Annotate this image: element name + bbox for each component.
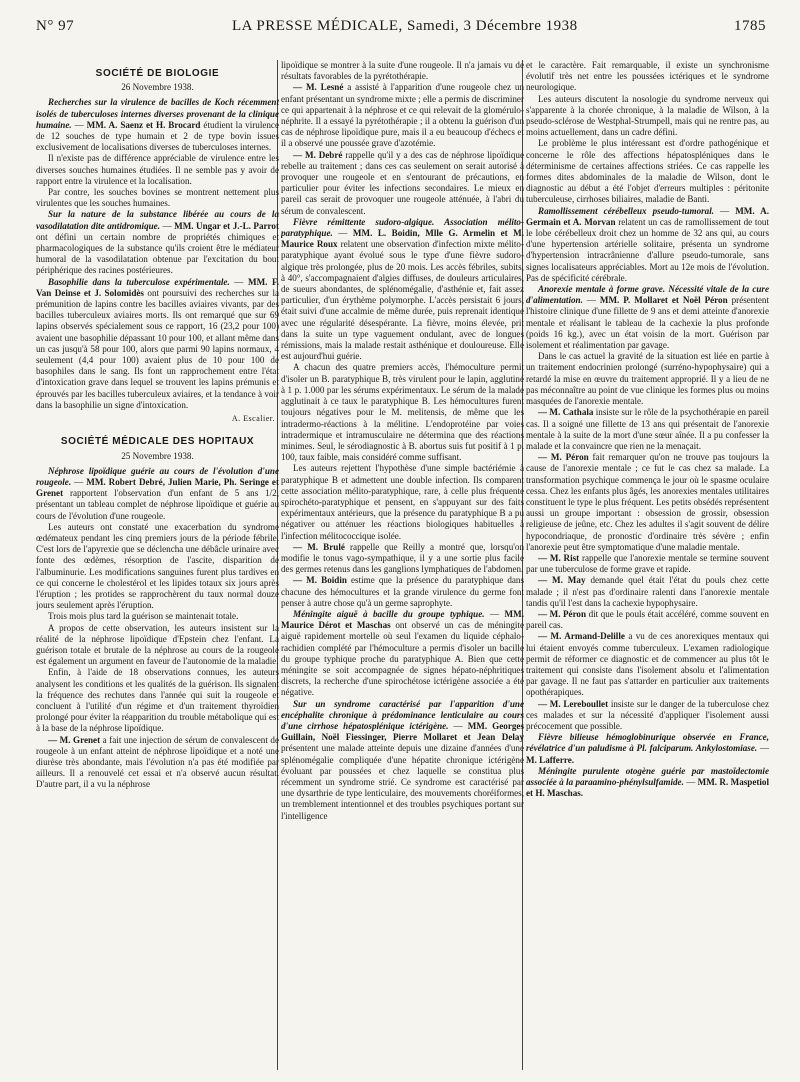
discussion-text: fait remarquer qu'on ne trouve pas toujours la cause de l'anorexie mentale ; ce fut le cas chez sa malade. La transformation psychique commença le jour où le spasme oculaire cessa. Chez les enfants plus âgés, les anorexies mentales utilitaires constituent le type le plus fréquent. Les petits obsédés représentent aussi un groupe important : obsession de grossir, obsession religieuse de jeûne, etc. Chez les adultes il s'agit souvent de délire hypocondriaque, de pronostic d'ordinaire très sévère ; enfin l'anorexie peut être symptomatique d'une maladie mentale.	[526, 452, 769, 552]
discussion	[281, 150, 524, 217]
article-authors: MM. Georges Guillain, Noël Fiessinger, Pierre Mollaret et Jean Delay	[281, 720, 524, 743]
article: Néphrose lipoïdique guérie au cours de l'évolution d'une rougeole. — MM. Robert Debré, Julien Marie, Ph. Seringe et Grenet rapportent l'observation d'un enfant de 5 ans 1/2, présentant un tableau complet de néphrose lipoïdique et guérie au cours de l'évolution d'une rougeole.	[36, 465, 279, 521]
discussion-text: a fait une injection de sérum de convalescent de rougeole à un enfant atteint de néphrose lipoïdique et a noté une diurèse très abondante, mais l'évolution n'a pas été modifiée par ailleurs. Il a renouvelé cet essai et n'a observé aucun résultat. D'autre part, il a vu la néphrose	[36, 734, 279, 790]
paragraph: A chacun des quatre premiers accès, l'hémoculture permit d'isoler un B. paratyphique B, très virulent pour le lapin, agglutiné à 1 p. 1.000 par les sérums expérimentaux. Le sérum de la malade agglutinait à ce taux le paratyphique B. Les hémocultures furent toujours négatives pour le M. melitensis, de même que les intradermo-réactions à la mélitine. L'endoprotéine par voies intradermique et intramusculaire ne détermina que des réactions minimes. Seul, le sérodiagnostic à B. abortus suis fut positif à 1 p. 100, taux faible, mais considéré comme suffisant.	[281, 362, 524, 463]
discussion	[526, 553, 769, 575]
section-date: 26 Novembre 1938.	[121, 82, 194, 93]
discussion	[526, 631, 769, 698]
discussion	[526, 452, 769, 553]
article-authors: MM. P. Mollaret et Noël Péron	[599, 295, 728, 306]
discussion-text: rappelle qu'il y a des cas de néphrose lipoïdique rebelle au traitement ; dans ces cas seulement on serait autorisé à provoquer une rougeole et en s'entourant de précautions, en particulier pour éviter les infections secondaires. Le mieux en pareil cas serait de provoquer une rougeole atténuée, à l'abri du sérum de convalescent.	[281, 149, 524, 216]
paragraph: et le caractère. Fait remarquable, il existe un synchronisme évolutif très net entre les poussées ictériques et le syndrome neurologique.	[526, 60, 769, 93]
article: Sur un syndrome caractérisé par l'apparition d'une encéphalite chronique à prédominance lenticulaire au cours d'une cirrhose hépatosplénique ictérigène. — MM. Georges Guillain, Noël Fiessinger, Pierre Mollaret et Jean Delay présentent une malade atteinte depuis une dizaine d'années d'une splénomégalie compliquée d'une hépatite chronique ictérigène évoluant par poussées et chez laquelle se constitua plus récemment un syndrome strié. Ce syndrome est caractérisé par une dysarthrie de type lenticulaire, des mouvements choréiformes, un tremblement intentionnel et des troubles psychiques portant sur l'intelligence	[281, 698, 524, 821]
article-title: Méningite purulente otogène guérie par mastoïdectomie associée à la paraamino-phénylsulfamide.	[526, 765, 769, 787]
speaker: — M. Cathala	[538, 407, 594, 418]
paragraph: Les auteurs ont constaté une exacerbation du syndrome œdémateux pendant les cinq premiers jours de la période fébrile. C'est lors de l'apyrexie que se déclencha une débâcle urinaire avec fonte des œdèmes, résorption de l'ascite, disparition de l'albuminurie. Les modifications sanguines furent plus tardives en ce qui concerne le cholestérol et les lipides totaux six jours après l'éruption ; les protides se rapprochèrent du taux normal douze jours seulement après l'éruption.	[36, 521, 279, 611]
article-text: rapportent l'observation d'un enfant de 5 ans 1/2, présentant un tableau complet de néphrose lipoïdique et guérie au cours de l'évolution d'une rougeole.	[36, 488, 279, 521]
article-authors: MM. A. Saenz et H. Brocard	[86, 119, 201, 130]
speaker: — M. May	[538, 575, 586, 586]
article-authors: MM. R. Maspetiol et H. Maschas.	[526, 777, 769, 799]
discussion	[526, 609, 769, 631]
article: Méningite aiguë à bacille du groupe typhique. — MM. Maurice Dérot et Maschas ont observé un cas de méningite aiguë rapidement mortelle où seul l'examen du liquide céphalo-rachidien complété par l'hémoculture a permis d'isoler un bacille du groupe typhique proche du paratyphique A. Bien que cette méningite se soit accompagnée de signes hépato-néphritiques discrets, la recherche d'une spirochétose ictérigène associée a été négative.	[281, 608, 524, 698]
article-title: Anorexie mentale à forme grave. Nécessité vitale de la cure d'alimentation.	[526, 284, 769, 306]
article-title: Ramollissement cérébelleux pseudo-tumoral.	[538, 205, 715, 216]
discussion-text: demande quel était l'état du pouls chez cette malade ; il n'est pas d'ordinaire ralenti dans l'anorexie mentale tandis qu'il l'est dans la cachexie hypophysaire.	[526, 575, 769, 608]
speaker: — M. Debré	[293, 149, 343, 160]
discussion	[526, 407, 769, 452]
column-middle	[281, 60, 524, 1070]
speaker: — M. Armand-Delille	[538, 631, 625, 642]
discussion-text: insiste sur le danger de la tuberculose chez ces malades et sur la nécessité d'appliquer l'isolement aussi précocement que possible.	[526, 698, 769, 731]
article-authors: MM. L. Boidin, Mlle G. Armelin et M. Maurice Roux	[281, 228, 524, 250]
paragraph: Les auteurs rejettent l'hypothèse d'une simple bactériémie à paratyphique B et admettent une double infection. Ils comparent cette association mélito-paratyphique, rare, à celle plus fréquente spirochéto-paratyphique et pensent, en s'appuyant sur des faits expérimentaux antérieurs, que la présence du paratyphique B a pu négativer ou atténuer les réactions biologiques habituelles à l'infection mélitococcique isolée.	[281, 463, 524, 541]
paragraph: Le problème le plus intéressant est d'ordre pathogénique et concerne le rôle des affections hépatospléniques dans le déterminisme de certaines affections striées. Ce cas rappelle les formes dites abdominales de la maladie de Wilson, dont le diagnostic au début a été l'objet d'erreurs multiples : péritonite tuberculeuse, cirrhoses biliaires, maladie de Banti.	[526, 138, 769, 205]
paragraph: Par contre, les souches bovines se montrent nettement plus virulentes que les souches humaines.	[36, 187, 279, 209]
speaker: — M. Péron	[538, 452, 589, 463]
article: Méningite purulente otogène guérie par mastoïdectomie associée à la paraamino-phénylsulfamide. — MM. R. Maspetiol et H. Maschas.	[526, 765, 769, 799]
speaker: — M. Lereboullet	[538, 698, 609, 709]
article-text: relatent une observation d'infection mixte mélito-paratyphique ayant évolué sous le type d'une fièvre sudoro-algique très prolongée, plus de 20 mois. Les accès fébriles, subits, à 40°, s'accompagnaient d'algies diffuses, de douleurs articulaires, de sueurs abondantes, de splénomégalie, d'asthénie et, fait assez particulier, d'un érythème polymorphe. L'accès persistait 6 jours, était suivi d'une accalmie de même durée, puis reprenait identique avec une régularité désespérante. La fièvre, moins élevée, prit dans la suite un type vaguement ondulant, avec de longues rémissions, mais la malade restait asthénique et douloureuse. Elle est aujourd'hui guérie.	[281, 239, 524, 362]
section-date: 25 Novembre 1938.	[121, 450, 194, 461]
article-authors: MM. Maurice Dérot et Maschas	[281, 608, 524, 631]
article-title: Recherches sur la virulence de bacilles de Koch récemment isolés de tuberculoses internes diverses provenant de la clinique humaine.	[36, 97, 279, 130]
speaker: — M. Rist	[538, 552, 580, 563]
article-title: Sur la nature de la substance libérée au cours de la vasodilatation dite antidromique.	[36, 209, 279, 231]
article-text: ont observé un cas de méningite aiguë rapidement mortelle où seul l'examen du liquide céphalo-rachidien complété par l'hémoculture a permis d'isoler un bacille du groupe typhique proche du paratyphique A. Bien que cette méningite se soit accompagnée de signes hépato-néphritiques discrets, la recherche d'une spirochétose ictérigène associée a été négative.	[281, 620, 524, 698]
discussion-text: rappelle que Reilly a montré que, lorsqu'on modifie le tonus vago-sympathique, il y a une sortie plus facile des germes retenus dans les ganglions lymphatiques de l'abdomen.	[281, 541, 524, 575]
paragraph: lipoïdique se montrer à la suite d'une rougeole. Il n'a jamais vu de résultats favorables de la pyrétothérapie.	[281, 60, 524, 82]
article-title: Fièvre bilieuse hémoglobinurique observée en France, révélatrice d'un paludisme à Pl. falciparum. Ankylostomiase.	[526, 732, 769, 754]
article-authors: MM. A. Germain et A. Morvan	[526, 205, 769, 227]
article-authors: M. Lafferre.	[526, 754, 575, 765]
article-text: ont défini un certain nombre de propriétés chimiques et pharmacologiques de la substance qu'ils croient être le médiateur humoral de la vasodilatation obtenue par l'excitation du bout périphérique des racines postérieures.	[36, 231, 279, 276]
section-title: SOCIÉTÉ MÉDICALE DES HOPITAUX	[60, 436, 255, 448]
discussion	[36, 735, 279, 791]
article: Fièvre bilieuse hémoglobinurique observée en France, révélatrice d'un paludisme à Pl. falciparum. Ankylostomiase. — M. Lafferre.	[526, 732, 769, 765]
article-authors: MM. F. Van Deinse et J. Solomidès	[36, 276, 279, 298]
speaker: — M. Boidin	[293, 575, 347, 586]
article-title: Sur un syndrome caractérisé par l'apparition d'une encéphalite chronique à prédominance lenticulaire au cours d'une cirrhose hépatosplénique ictérigène.	[281, 698, 524, 731]
paragraph: Il n'existe pas de différence appréciable de virulence entre les diverses souches humaines étudiées. Il ne semble pas y avoir de rapport entre la virulence et la localisation.	[36, 153, 279, 186]
paragraph: A propos de cette observation, les auteurs insistent sur la réalité de la néphrose lipoïdique d'Epstein chez l'enfant. La guérison totale et brutale de la néphrose au cours de la rougeole est également un argument en faveur de l'autonomie de la maladie.	[36, 622, 279, 667]
article-title: Basophilie dans la tuberculose expérimentale.	[48, 276, 230, 287]
article-text: ont poursuivi des recherches sur la prémunition de lapins contre les bacilles aviaires vivants, par des bacilles tuberculeux aviaires morts. Ils ont remarqué que sur 69 lapins observés spécialement sous ce rapport, 16 (23,2 pour 100) avaient une basophilie dépassant 10 pour 100, et allant même dans un cas jusqu'à 58 pour 100, alors que parmi 90 lapins normaux, 4 seulement (4,4 pour 100) avaient plus de 10 pour 100 de basophiles dans le sang. Ils font un rapprochement entre l'état d'intoxication grave dans lequel se trouvent les lapins prémunis et éprouvés par les bacilles tuberculeux aviaires, et la tendance à voir dans la basophilie un signe d'intoxication.	[36, 287, 279, 410]
speaker: — M. Lesné	[293, 82, 344, 93]
discussion-text: a vu de ces anorexiques mentaux qui lui étaient envoyés comme tuberculeux. L'examen radiologique permit de réformer ce diagnostic et de commencer au plus tôt le traitement qui consiste dans l'isolement absolu et l'alimentation par gavage. Il ne faut pas s'attarder en particulier aux traitements opothérapiques.	[526, 631, 769, 698]
paragraph: Dans le cas actuel la gravité de la situation est liée en partie à un traitement endocrinien prolongé (surréno-hypophysaire) qui a retardé la mise en œuvre du traitement approprié. Il y a lieu de ne pas méconnaître au point de vue clinique les formes plus ou moins masquées de l'anorexie mentale.	[526, 351, 769, 407]
paragraph: Enfin, à l'aide de 18 observations connues, les auteurs analysent les conditions et les qualités de la guérison. Ils signalent la fréquence des rechutes dans l'année qui suit la rougeole et concluent à l'utilité d'un régime et d'un traitement thyroïdien prolongé pour éviter la réapparition du trouble métabolique qui est à la base de la néphrose lipoïdique.	[36, 667, 279, 734]
issue-number: N° 97	[36, 18, 75, 34]
article-text: étudient la virulence de 12 souches de type humain et 2 de type bovin issues exclusivement de localisations diverses de tuberculoses internes.	[36, 119, 279, 153]
article-title: Néphrose lipoïdique guérie au cours de l'évolution d'une rougeole.	[36, 465, 279, 487]
article-text: présentent une malade atteinte depuis une dizaine d'années d'une splénomégalie compliquée d'une hépatite chronique ictérigène évoluant par poussées et chez laquelle se constitua plus récemment un syndrome strié. Ce syndrome est caractérisé par une dysarthrie de type lenticulaire, des mouvements choréiformes, un tremblement intentionnel et des troubles psychiques portant sur l'intelligence	[281, 743, 524, 821]
article-text: relatent un cas de ramollissement de tout le lobe cérébelleux droit chez un homme de 32 ans qui, au cours d'une hypertension artérielle solitaire, présenta un syndrome d'hypertension intracrânienne d'allure pseudo-tumorale, sans signes localisateurs appréciables. Mort au 12e mois de l'évolution. Pas de spécificité cérébrale.	[526, 216, 769, 283]
article: Sur la nature de la substance libérée au cours de la vasodilatation dite antidromique. — MM. Ungar et J.-L. Parrot ont défini un certain nombre de propriétés chimiques et pharmacologiques de la substance qu'ils croient être le médiateur humoral de la vasodilatation obtenue par l'excitation du bout périphérique des racines postérieures.	[36, 209, 279, 276]
signature: A. Escalier.	[231, 414, 275, 424]
discussion-text: insiste sur le rôle de la psychothérapie en pareil cas. Il a soigné une fillette de 13 ans qui présentait de l'anorexie mentale à la suite de la mort d'une sœur aînée. Il a pu confesser la malade et la convaincre que rien ne la menaçait.	[526, 407, 769, 451]
journal-title: LA PRESSE MÉDICALE, Samedi, 3 Décembre 1938	[232, 18, 578, 34]
column-left	[36, 60, 279, 1070]
speaker: — M. Brulé	[293, 541, 345, 552]
discussion-text: estime que la présence du paratyphique dans chacune des hémocultures et la grande virulence du germe font penser à autre chose qu'à un germe saprophyte.	[281, 575, 524, 608]
discussion-text: rappelle que l'anorexie mentale se termine souvent par une tuberculose de forme grave et rapide.	[526, 552, 769, 575]
section-title: SOCIÉTÉ DE BIOLOGIE	[95, 68, 220, 79]
article-title: Méningite aiguë à bacille du groupe typhique.	[293, 608, 485, 619]
speaker: — M. Grenet	[48, 734, 101, 745]
column-right	[526, 60, 769, 1070]
page-header	[36, 18, 766, 40]
article-text: présentent l'histoire clinique d'une fillette de 9 ans et demi atteinte d'anorexie mentale et réalisant le tableau de la cachexie la plus profonde (poids 16 kg.), avec un état voisin de la mort. Guérison par isolement et réalimentation par gavage.	[526, 295, 769, 351]
discussion	[526, 575, 769, 609]
discussion-text: a assisté à l'apparition d'une rougeole chez un enfant présentant un syndrome mixte ; elle a permis de discriminer ce qui appartenait à la néphrose et ce qui relevait de la glomérulo-néphrite. Il a essayé la pyrétothérapie ; il a obtenu la guérison d'un cas de néphrose lipoïdique pure, mais il a eu beaucoup d'échecs et il a observé une poussée grave d'azotémie.	[281, 82, 524, 149]
article-authors: MM. Ungar et J.-L. Parrot	[174, 220, 279, 231]
article: Recherches sur la virulence de bacilles de Koch récemment isolés de tuberculoses internes diverses provenant de la clinique humaine. — MM. A. Saenz et H. Brocard étudient la virulence de 12 souches de type humain et 2 de type bovin issues exclusivement de localisations diverses de tuberculoses internes.	[36, 97, 279, 153]
article: Basophilie dans la tuberculose expérimentale. — MM. F. Van Deinse et J. Solomidès ont poursuivi des recherches sur la prémunition de lapins contre les bacilles aviaires vivants, par des bacilles tuberculeux aviaires morts. Ils ont remarqué que sur 69 lapins observés spécialement sous ce rapport, 16 (23,2 pour 100) avaient une basophilie dépassant 10 pour 100, et allant même dans un cas jusqu'à 58 pour 100, alors que parmi 90 lapins normaux, 4 seulement (4,4 pour 100) avaient plus de 10 pour 100 de basophiles dans le sang. Ils font un rapprochement entre l'état d'intoxication grave dans lequel se trouvent les lapins prémunis et éprouvés par les bacilles tuberculeux aviaires, et la tendance à voir dans la basophilie un signe d'intoxication.	[36, 276, 279, 410]
discussion	[281, 542, 524, 576]
discussion	[526, 699, 769, 733]
article-authors: MM. Robert Debré, Julien Marie, Ph. Seringe et Grenet	[36, 476, 279, 499]
paragraph: Les auteurs discutent la nosologie du syndrome nerveux qui s'apparente à la chorée chronique, à la maladie de Wilson, à la pseudo-sclérose de Westphal-Strumpell, mais qui ne rentre pas, au moins actuellement, dans un cadre défini.	[526, 93, 769, 138]
discussion	[281, 82, 524, 149]
article: Ramollissement cérébelleux pseudo-tumoral. — MM. A. Germain et A. Morvan relatent un cas de ramollissement de tout le lobe cérébelleux droit chez un homme de 32 ans qui, au cours d'une hypertension artérielle solitaire, présenta un syndrome d'hypertension intracrânienne d'allure pseudo-tumorale, sans signes localisateurs appréciables. Mort au 12e mois de l'évolution. Pas de spécificité cérébrale.	[526, 205, 769, 283]
article: Anorexie mentale à forme grave. Nécessité vitale de la cure d'alimentation. — MM. P. Mollaret et Noël Péron présentent l'histoire clinique d'une fillette de 9 ans et demi atteinte d'anorexie mentale et réalisant le tableau de la cachexie la plus profonde (poids 16 kg.), avec un état voisin de la mort. Guérison par isolement et réalimentation par gavage.	[526, 284, 769, 351]
paragraph: Trois mois plus tard la guérison se maintenait totale.	[48, 611, 239, 622]
discussion-text: dit que le pouls était accéléré, comme souvent en pareil cas.	[526, 608, 769, 631]
article-title: Fièvre rémittente sudoro-algique. Association mélito-paratyphique.	[281, 216, 524, 239]
page-number: 1785	[734, 18, 766, 34]
speaker: — M. Péron	[538, 608, 587, 619]
article: Fièvre rémittente sudoro-algique. Association mélito-paratyphique. — MM. L. Boidin, Mlle G. Armelin et M. Maurice Roux relatent une observation d'infection mixte mélito-paratyphique ayant évolué sous le type d'une fièvre sudoro-algique très prolongée, plus de 20 mois. Les accès fébriles, subits, à 40°, s'accompagnaient d'algies diffuses, de douleurs articulaires, de sueurs abondantes, de splénomégalie, d'asthénie et, fait assez particulier, d'un érythème polymorphe. L'accès persistait 6 jours, était suivi d'une accalmie de même durée, puis reprenait identique avec une régularité désespérante. La fièvre, moins élevée, prit dans la suite un type vaguement ondulant, avec de longues rémissions, mais la malade restait asthénique et douloureuse. Elle est aujourd'hui guérie.	[281, 216, 524, 362]
discussion	[281, 575, 524, 609]
